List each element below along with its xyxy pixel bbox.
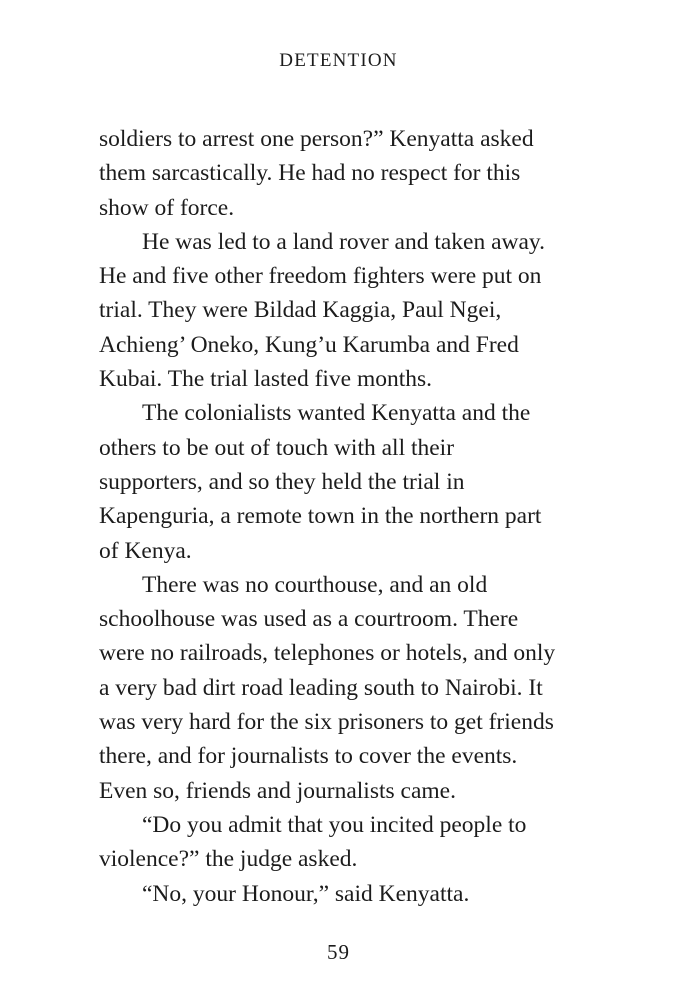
text-line: He and five other freedom fighters were put on xyxy=(99,263,542,290)
text-line: supporters, and so they held the trial in xyxy=(99,468,465,495)
text-line: soldiers to arrest one person?” Kenyatta asked xyxy=(99,126,534,152)
text-line: trial. They were Bildad Kaggia, Paul Ngei, xyxy=(99,297,502,324)
text-line: a very bad dirt road leading south to Nairobi. It xyxy=(99,674,543,701)
text-line: Kapenguria, a remote town in the northern part xyxy=(99,503,542,530)
text-line: there, and for journalists to cover the events. xyxy=(99,743,518,770)
paragraph-first-line: There was no courthouse, and an old xyxy=(142,571,488,598)
text-line: schoolhouse was used as a courtroom. There xyxy=(99,606,519,633)
paragraph-first-line: “Do you admit that you incited people to xyxy=(142,811,527,838)
text-line: Achieng’ Oneko, Kung’u Karumba and Fred xyxy=(99,331,519,358)
text-line: others to be out of touch with all their xyxy=(99,434,455,461)
running-head: DETENTION xyxy=(279,50,398,71)
text-line: Kubai. The trial lasted five months. xyxy=(99,366,433,393)
text-line: Even so, friends and journalists came. xyxy=(99,777,456,804)
page-number: 59 xyxy=(327,940,350,964)
text-line: was very hard for the six prisoners to get friends xyxy=(99,709,554,736)
paragraph-first-line: “No, your Honour,” said Kenyatta. xyxy=(142,880,470,907)
text-line: were no railroads, telephones or hotels, and only xyxy=(99,640,556,667)
paragraph-first-line: He was led to a land rover and taken away. xyxy=(142,228,546,255)
text-line: violence?” the judge asked. xyxy=(99,846,358,873)
text-line: of Kenya. xyxy=(99,537,192,564)
text-line: them sarcastically. He had no respect for this xyxy=(99,160,521,187)
body-text xyxy=(99,122,599,911)
paragraph-first-line: The colonialists wanted Kenyatta and the xyxy=(142,400,531,427)
text-line: show of force. xyxy=(99,194,235,221)
